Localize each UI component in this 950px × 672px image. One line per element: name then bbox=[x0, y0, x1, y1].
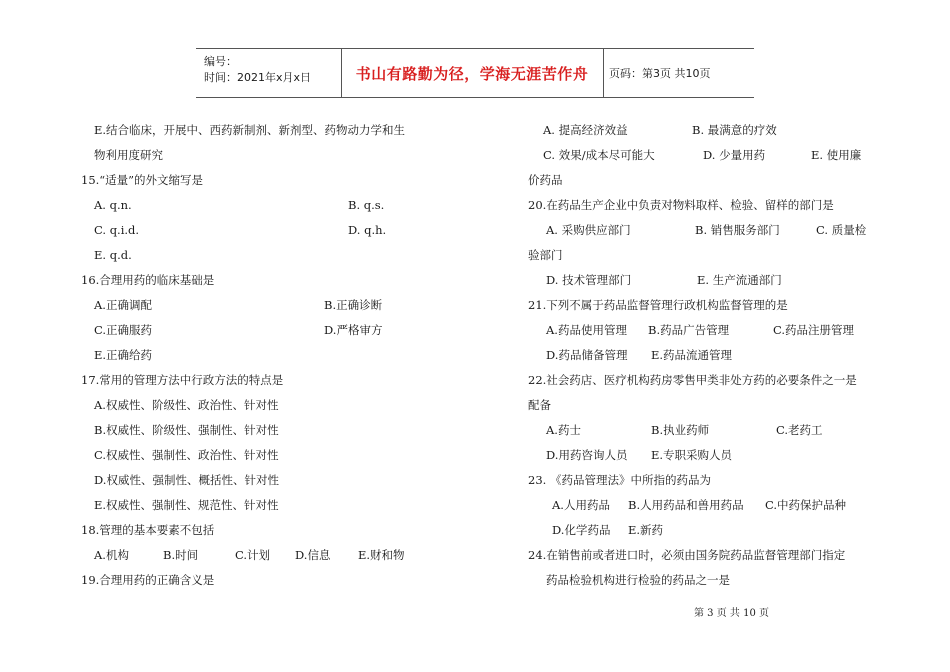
question-18: 18.管理的基本要素不包括 bbox=[81, 523, 215, 537]
option-line: B.权威性、阶级性、强制性、针对性 bbox=[94, 423, 279, 437]
option-line: B.药品广告管理 bbox=[648, 323, 730, 337]
option-line: A.人用药品 bbox=[552, 498, 610, 512]
document-number-label: 编号： bbox=[204, 55, 237, 68]
question-20: 20.在药品生产企业中负责对物料取样、检验、留样的部门是 bbox=[528, 198, 834, 212]
right-text-line: 配备 bbox=[528, 398, 551, 412]
option-line: B.正确诊断 bbox=[324, 298, 383, 312]
option-line: C.计划 bbox=[235, 548, 271, 562]
option-line: D.严格审方 bbox=[324, 323, 383, 337]
page-footer: 第 3 页 共 10 页 bbox=[694, 608, 769, 619]
option-line: B.时间 bbox=[163, 548, 199, 562]
option-line: A.药品使用管理 bbox=[546, 323, 627, 337]
option-line: D.药品储备管理 bbox=[546, 348, 628, 362]
left-text-line: E.结合临床，开展中、西药新制剂、新剂型、药物动力学和生 bbox=[94, 123, 406, 137]
document-date: 时间：2021年x月x日 bbox=[204, 71, 312, 84]
option-line: D. q.h. bbox=[348, 223, 387, 237]
option-line: A. 提高经济效益 bbox=[543, 123, 628, 137]
question-24: 24.在销售前或者进口时，必须由国务院药品监督管理部门指定 bbox=[528, 548, 846, 562]
header-motto-cell bbox=[341, 49, 604, 97]
question-17: 17.常用的管理方法中行政方法的特点是 bbox=[81, 373, 284, 387]
option-line: E.新药 bbox=[628, 523, 664, 537]
option-line: D. 少量用药 bbox=[703, 148, 766, 162]
question-23: 23. 《药品管理法》中所指的药品为 bbox=[528, 473, 711, 487]
option-line: D.用药咨询人员 bbox=[546, 448, 628, 462]
option-line: E. 使用廉 bbox=[811, 148, 862, 162]
option-line: E. 生产流通部门 bbox=[697, 273, 782, 287]
option-line: E.药品流通管理 bbox=[651, 348, 733, 362]
question-19: 19.合理用药的正确含义是 bbox=[81, 573, 215, 587]
right-text-line: 价药品 bbox=[528, 173, 563, 187]
question-22: 22.社会药店、医疗机构药房零售甲类非处方药的必要条件之一是 bbox=[528, 373, 857, 387]
option-line: B. 最满意的疗效 bbox=[692, 123, 777, 137]
option-line: D.信息 bbox=[295, 548, 331, 562]
header-meta bbox=[196, 49, 342, 97]
header-motto: 书山有路勤为径，学海无涯苦作舟 bbox=[355, 64, 589, 83]
option-line: C.正确服药 bbox=[94, 323, 153, 337]
option-line: A.权威性、阶级性、政治性、针对性 bbox=[94, 398, 279, 412]
header-page-cell bbox=[603, 49, 760, 97]
option-line: A.机构 bbox=[94, 548, 129, 562]
option-line: C.中药保护品种 bbox=[765, 498, 847, 512]
option-line: C.药品注册管理 bbox=[773, 323, 855, 337]
option-line: D.化学药品 bbox=[552, 523, 611, 537]
right-text-line: 验部门 bbox=[528, 248, 563, 262]
option-line: C. q.i.d. bbox=[94, 223, 140, 237]
option-line: D. 技术管理部门 bbox=[546, 273, 632, 287]
option-line: B. 销售服务部门 bbox=[695, 223, 780, 237]
option-line: E.正确给药 bbox=[94, 348, 153, 362]
option-line: D.权威性、强制性、概括性、针对性 bbox=[94, 473, 279, 487]
question-16: 16.合理用药的临床基础是 bbox=[81, 273, 215, 287]
option-line: B.执业药师 bbox=[651, 423, 710, 437]
question-21: 21.下列不属于药品监督管理行政机构监督管理的是 bbox=[528, 298, 788, 312]
option-line: E.权威性、强制性、规范性、针对性 bbox=[94, 498, 279, 512]
option-line: A.正确调配 bbox=[94, 298, 152, 312]
option-line: A.药士 bbox=[546, 423, 581, 437]
option-line: E.专职采购人员 bbox=[651, 448, 733, 462]
option-line: E. q.d. bbox=[94, 248, 132, 262]
option-line: B. q.s. bbox=[348, 198, 385, 212]
page-header bbox=[196, 48, 754, 98]
option-line: C. 质量检 bbox=[816, 223, 867, 237]
option-line: C. 效果/成本尽可能大 bbox=[543, 148, 655, 162]
right-text-line: 药品检验机构进行检验的药品之一是 bbox=[546, 573, 730, 587]
question-15: 15.“适量”的外文缩写是 bbox=[81, 173, 204, 187]
option-line: B.人用药品和兽用药品 bbox=[628, 498, 744, 512]
left-text-line: 物利用度研究 bbox=[94, 148, 163, 162]
option-line: C.权威性、强制性、政治性、针对性 bbox=[94, 448, 279, 462]
option-line: A. 采购供应部门 bbox=[546, 223, 631, 237]
option-line: C.老药工 bbox=[776, 423, 823, 437]
option-line: A. q.n. bbox=[94, 198, 132, 212]
header-page-info: 页码：第3页 共10页 bbox=[609, 67, 711, 80]
option-line: E.财和物 bbox=[358, 548, 405, 562]
